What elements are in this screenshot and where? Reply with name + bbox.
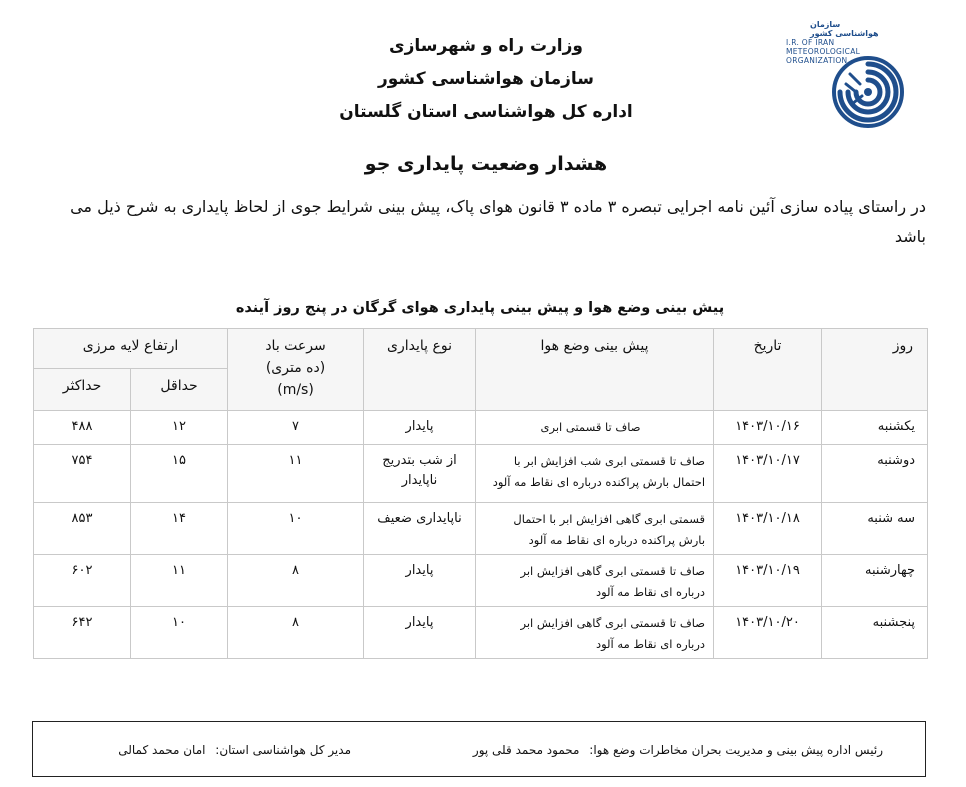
cell-min: ۱۰ xyxy=(131,607,228,659)
cell-wind: ۱۱ xyxy=(228,445,364,503)
organization-name: سازمان هواشناسی کشور xyxy=(377,69,594,89)
cell-day: چهارشنبه xyxy=(822,555,928,607)
header-mixing-height: ارتفاع لایه مرزی xyxy=(34,329,228,369)
signature-box xyxy=(32,721,926,777)
director-title: مدیر کل هواشناسی استان: xyxy=(215,743,351,757)
table-row xyxy=(34,555,928,607)
table-caption: پیش بینی وضع هوا و پیش بینی پایداری هوای گرگان در پنج روز آینده xyxy=(235,300,725,316)
logo-emblem-icon xyxy=(832,34,912,130)
cell-date: ۱۴۰۳/۱۰/۱۶ xyxy=(714,411,822,445)
header-max: حداکثر xyxy=(34,369,131,411)
cell-weather: صاف تا قسمتی ابری گاهی افزایش ابر درباره ای نقاط مه آلود xyxy=(476,607,714,659)
director-signature xyxy=(118,743,351,757)
header-date: تاریخ xyxy=(714,329,822,411)
logo-text-en-3: ORGANIZATION xyxy=(786,56,848,65)
cell-max: ۶۰۲ xyxy=(34,555,131,607)
department-name: اداره کل هواشناسی استان گلستان xyxy=(339,102,633,122)
cell-stability: پایدار xyxy=(364,555,476,607)
header-day: روز xyxy=(822,329,928,411)
cell-wind: ۷ xyxy=(228,411,364,445)
header-weather: پیش بینی وضع هوا xyxy=(476,329,714,411)
cell-max: ۸۵۳ xyxy=(34,503,131,555)
cell-min: ۱۵ xyxy=(131,445,228,503)
cell-max: ۶۴۲ xyxy=(34,607,131,659)
cell-weather: صاف تا قسمتی ابری شب افزایش ابر با احتمال بارش پراکنده درباره ای نقاط مه آلود xyxy=(476,445,714,503)
director-name: امان محمد کمالی xyxy=(118,743,206,757)
cell-min: ۱۱ xyxy=(131,555,228,607)
cell-date: ۱۴۰۳/۱۰/۲۰ xyxy=(714,607,822,659)
header-wind-speed: سرعت باد (ده متری) (m/s) xyxy=(228,329,364,411)
forecast-head-name: محمود محمد قلی پور xyxy=(472,743,580,757)
cell-min: ۱۲ xyxy=(131,411,228,445)
cell-day: سه شنبه xyxy=(822,503,928,555)
intro-paragraph: در راستای پیاده سازی آئین نامه اجرایی تبصره ۳ ماده ۳ قانون هوای پاک، پیش بینی شرایط جوی از لحاظ پایداری به شرح ذیل می باشد xyxy=(70,197,926,246)
cell-max: ۴۸۸ xyxy=(34,411,131,445)
letterhead xyxy=(280,30,692,129)
cell-stability: پایدار xyxy=(364,607,476,659)
table-row xyxy=(34,607,928,659)
cell-stability: پایدار xyxy=(364,411,476,445)
forecast-table xyxy=(33,328,928,659)
cell-day: پنجشنبه xyxy=(822,607,928,659)
cell-wind: ۱۰ xyxy=(228,503,364,555)
cell-stability: از شب بتدریج ناپایدار xyxy=(364,445,476,503)
cell-weather: صاف تا قسمتی ابری xyxy=(476,411,714,445)
cell-max: ۷۵۴ xyxy=(34,445,131,503)
cell-min: ۱۴ xyxy=(131,503,228,555)
cell-wind: ۸ xyxy=(228,607,364,659)
logo-text-en-1: I.R. OF IRAN xyxy=(786,38,835,47)
meteorological-organization-logo xyxy=(772,20,922,130)
cell-date: ۱۴۰۳/۱۰/۱۷ xyxy=(714,445,822,503)
logo-text-fa: سازمان هواشناسی کشور xyxy=(810,20,879,38)
cell-stability: ناپایداری ضعیف xyxy=(364,503,476,555)
cell-wind: ۸ xyxy=(228,555,364,607)
header-stability: نوع پایداری xyxy=(364,329,476,411)
logo-text-en-2: METEOROLOGICAL xyxy=(786,47,861,56)
cell-day: دوشنبه xyxy=(822,445,928,503)
cell-weather: قسمتی ابری گاهی افزایش ابر با احتمال بارش پراکنده درباره ای نقاط مه آلود xyxy=(476,503,714,555)
forecast-head-signature xyxy=(473,743,883,757)
table-row xyxy=(34,445,928,503)
ministry-name: وزارت راه و شهرسازی xyxy=(388,36,583,56)
cell-day: یکشنبه xyxy=(822,411,928,445)
cell-date: ۱۴۰۳/۱۰/۱۹ xyxy=(714,555,822,607)
forecast-head-title: رئیس اداره پیش بینی و مدیریت بحران مخاطرات وضع هوا: xyxy=(589,743,883,757)
table-row xyxy=(34,411,928,445)
cell-date: ۱۴۰۳/۱۰/۱۸ xyxy=(714,503,822,555)
table-row xyxy=(34,503,928,555)
cell-weather: صاف تا قسمتی ابری گاهی افزایش ابر درباره ای نقاط مه آلود xyxy=(476,555,714,607)
header-min: حداقل xyxy=(131,369,228,411)
document-title: هشدار وضعیت پایداری جو xyxy=(364,153,608,175)
